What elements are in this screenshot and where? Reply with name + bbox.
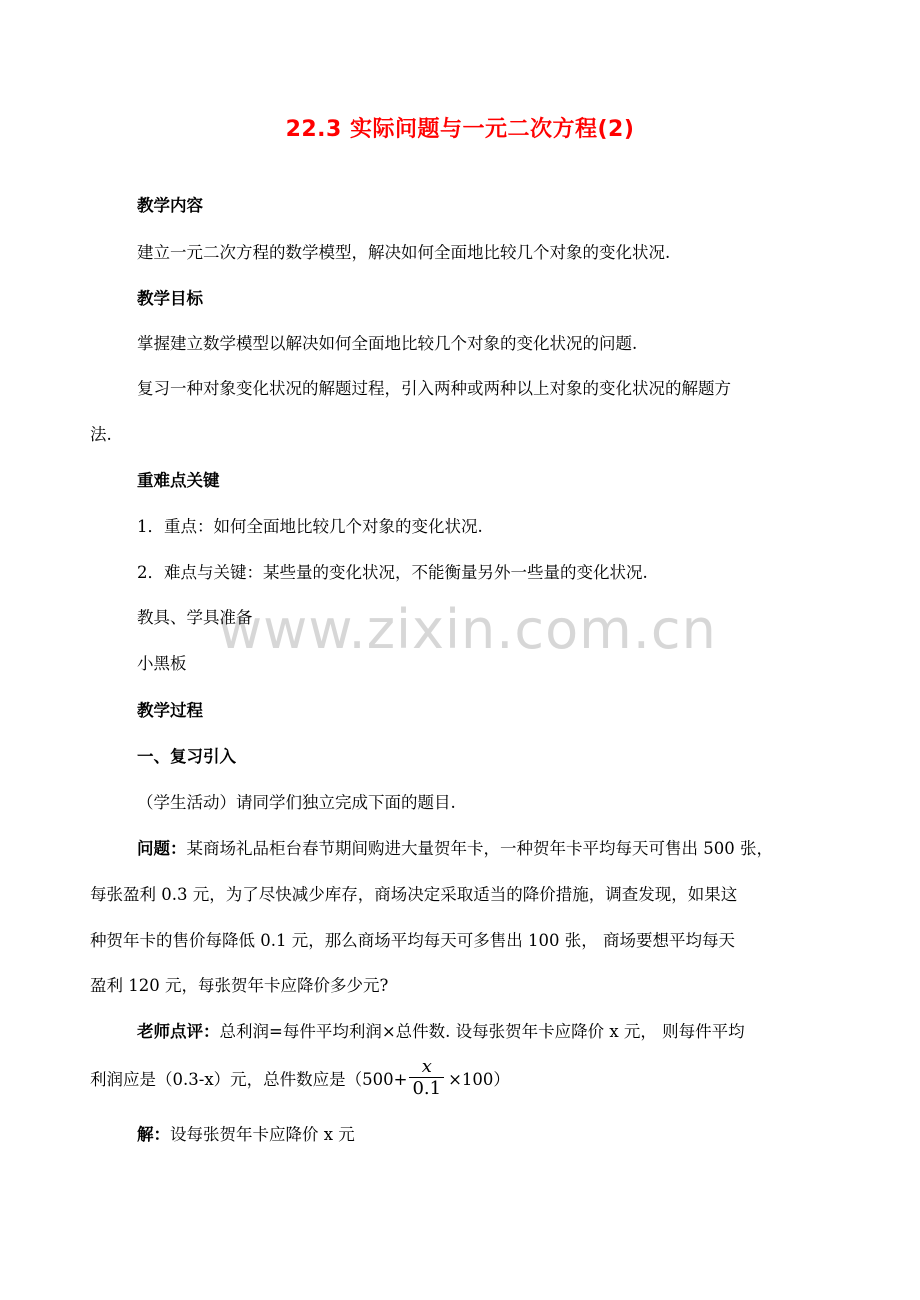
fraction-denominator: 0.1	[409, 1077, 444, 1100]
solution-text: 设每张贺年卡应降价 x 元	[170, 1125, 355, 1144]
problem-label: 问题：	[137, 839, 187, 858]
tools-heading: 教具、学具准备	[137, 608, 253, 627]
goal-text-1: 掌握建立数学模型以解决如何全面地比较几个对象的变化状况的问题.	[137, 334, 638, 353]
fraction-numerator: x	[421, 1056, 432, 1077]
key-heading: 重难点关键	[137, 471, 220, 490]
solution-label: 解：	[137, 1125, 170, 1144]
problem-line-1	[137, 838, 773, 860]
key-point-2: 2．难点与关键：某些量的变化状况，不能衡量另外一些量的变化状况.	[137, 563, 648, 582]
page-title: 22.3 实际问题与一元二次方程(2)	[285, 117, 635, 142]
fraction-x-over-0.1	[409, 1057, 444, 1100]
content-text: 建立一元二次方程的数学模型，解决如何全面地比较几个对象的变化状况.	[137, 243, 671, 262]
goal-heading: 教学目标	[137, 289, 203, 308]
problem-line-4: 盈利 120 元，每张贺年卡应降价多少元?	[90, 976, 389, 995]
process-heading: 教学过程	[137, 701, 203, 720]
comment-line-2	[90, 1058, 510, 1102]
comment-line-1	[137, 1021, 745, 1043]
comment-text-2-after: ×100）	[448, 1070, 510, 1089]
comment-text-2-before: 利润应是（0.3-x）元，总件数应是（500+	[90, 1070, 408, 1089]
solution-line	[137, 1124, 355, 1146]
activity-text: （学生活动）请同学们独立完成下面的题目.	[137, 793, 456, 812]
watermark: www.zixin.com.cn	[218, 598, 717, 661]
review-heading: 一、复习引入	[137, 747, 236, 766]
key-point-1: 1．重点：如何全面地比较几个对象的变化状况.	[137, 517, 483, 536]
problem-line-3: 种贺年卡的售价每降低 0.1 元，那么商场平均每天可多售出 100 张， 商场要想平均每天	[90, 931, 735, 950]
problem-text-1: 某商场礼品柜台春节期间购进大量贺年卡，一种贺年卡平均每天可售出 500 张，	[186, 839, 773, 858]
comment-label: 老师点评：	[137, 1022, 220, 1041]
comment-text-1: 总利润=每件平均利润×总件数. 设每张贺年卡应降价 x 元， 则每件平均	[219, 1022, 745, 1041]
tools-text: 小黑板	[137, 654, 187, 673]
goal-text-2a: 复习一种对象变化状况的解题过程，引入两种或两种以上对象的变化状况的解题方	[137, 379, 731, 398]
goal-text-2b: 法.	[90, 425, 112, 444]
problem-line-2: 每张盈利 0.3 元，为了尽快减少库存，商场决定采取适当的降价措施，调查发现，如果这	[90, 885, 738, 904]
content-heading: 教学内容	[137, 196, 203, 215]
